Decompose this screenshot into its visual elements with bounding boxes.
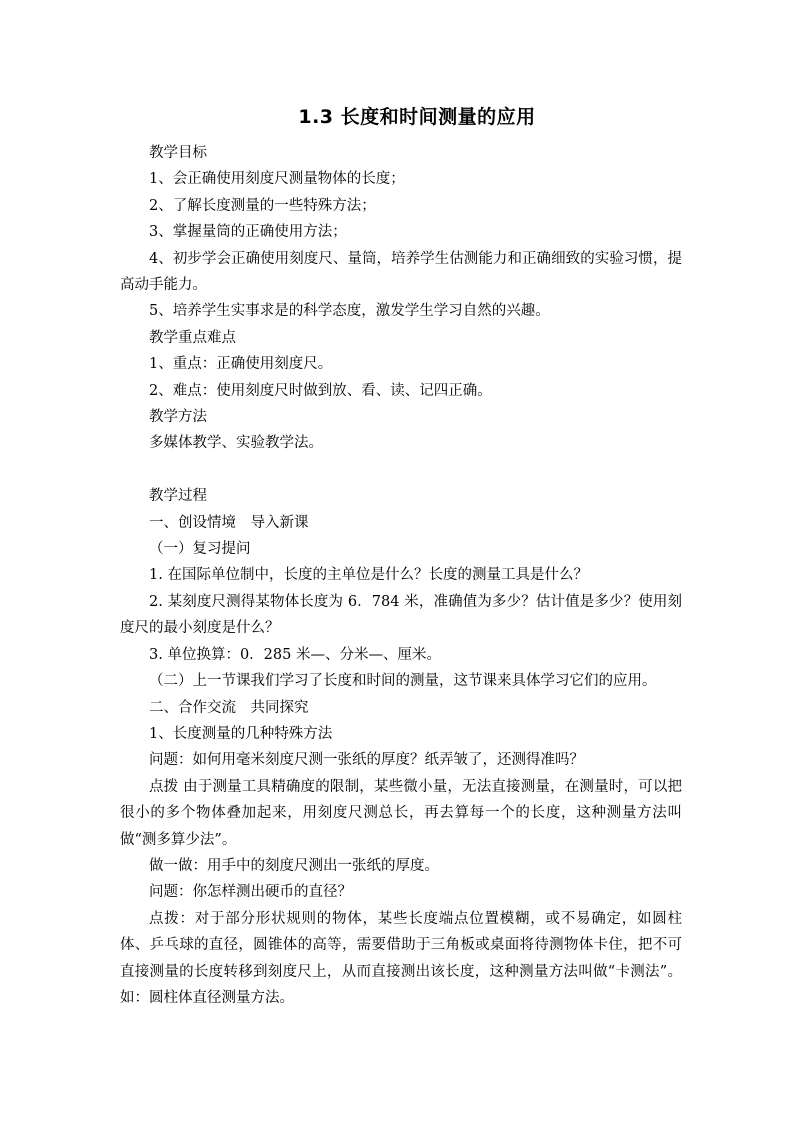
objective-item-4: 4、初步学会正确使用刻度尺、量筒，培养学生估测能力和正确细致的实验习惯，提高动手能力。 — [120, 250, 682, 294]
section-heading-methods: 教学方法 — [149, 409, 207, 426]
special-methods-heading: 1、长度测量的几种特殊方法 — [149, 725, 333, 742]
process-step-1-heading: 一、创设情境 导入新课 — [149, 514, 309, 531]
objective-item-1: 1、会正确使用刻度尺测量物体的长度； — [149, 171, 405, 188]
document-body — [120, 140, 682, 1011]
section-heading-process: 教学过程 — [149, 488, 207, 505]
lesson-intro: （二）上一节课我们学习了长度和时间的测量，这节课来具体学习它们的应用。 — [149, 673, 657, 690]
question-paper-thickness: 问题：如何用毫米刻度尺测一张纸的厚度？纸弄皱了，还测得准吗？ — [149, 752, 584, 769]
objective-item-3: 3、掌握量筒的正确使用方法； — [149, 224, 347, 241]
hint-stacking-method: 点拨 由于测量工具精确度的限制，某些微小量，无法直接测量，在测量时，可以把很小的多个物体叠加起来，用刻度尺测总长，再去算每一个的长度，这种测量方法叫做“测多算少法”。 — [120, 778, 682, 848]
objective-item-2: 2、了解长度测量的一些特殊方法； — [149, 197, 376, 214]
section-heading-objectives: 教学目标 — [149, 145, 207, 161]
process-step-2-heading: 二、合作交流 共同探究 — [149, 699, 309, 716]
review-questions-heading: （一）复习提问 — [149, 541, 251, 558]
methods-text: 多媒体教学、实验教学法。 — [149, 435, 323, 452]
blank-line — [120, 457, 682, 483]
hint-clamp-method: 点拨：对于部分形状规则的物体，某些长度端点位置模糊，或不易确定，如圆柱体、乒乓球的直径，圆锥体的高等，需要借助于三角板或桌面将待测物体卡住，把不可直接测量的长度转移到刻度尺上，从而直接测出该长度，这种测量方法叫做“卡测法”。如：圆柱体直径测量方法。 — [120, 910, 682, 1006]
key-point-item-2: 2、难点：使用刻度尺时做到放、看、读、记四正确。 — [149, 382, 492, 399]
key-point-item-1: 1、重点：正确使用刻度尺。 — [149, 356, 333, 373]
activity-measure-paper: 做一做：用手中的刻度尺测出一张纸的厚度。 — [149, 857, 439, 874]
objective-item-5: 5、培养学生实事求是的科学态度，激发学生学习自然的兴趣。 — [149, 303, 550, 320]
document-title: 1.3 长度和时间测量的应用 — [298, 106, 536, 128]
review-question-2: 2. 某刻度尺测得某物体长度为 6．784 米，准确值为多少？估计值是多少？使用刻度尺的最小刻度是什么？ — [120, 593, 682, 637]
question-coin-diameter: 问题：你怎样测出硬币的直径？ — [149, 884, 352, 901]
section-heading-key-points: 教学重点难点 — [149, 329, 236, 346]
review-question-3: 3. 单位换算：0．285 米—、分米—、厘米。 — [149, 646, 441, 663]
review-question-1: 1. 在国际单位制中，长度的主单位是什么？长度的测量工具是什么？ — [149, 567, 588, 584]
